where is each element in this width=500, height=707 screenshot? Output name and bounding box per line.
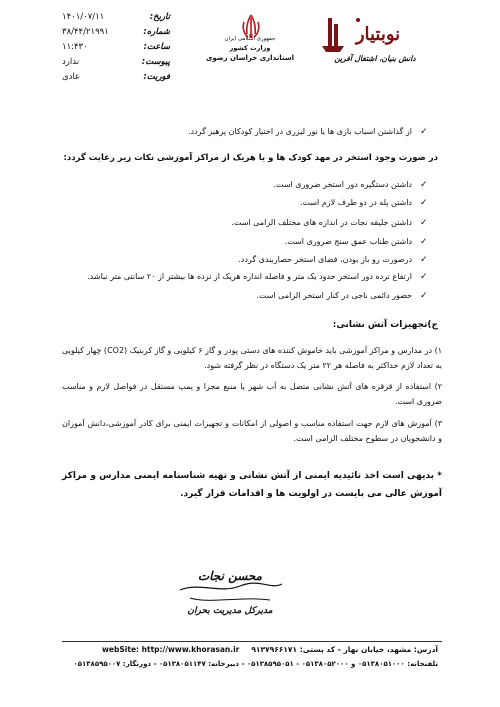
check-icon: ✓ [420,255,428,265]
list-item: داشتن دستگیره دور استخر ضروری است. [273,180,412,189]
important-note: * بدیهی است اخذ تائیدیه ایمنی از آتش نشانی و تهیه شناسنامه ایمنی مدارس و مراکز آموزش عالی می بایست در اولویت ها و اقدامات قرار گیرد. [62,471,442,499]
meta-label: شماره: [143,27,170,37]
list-item: داشتن پله در دو طرف لازم است. [299,198,412,207]
logo-text: نوبتیار [355,24,401,45]
meta-value: ندارد [62,57,80,67]
check-icon: ✓ [420,198,428,208]
list-item: داشتن طناب عمق سنج ضروری است. [284,237,412,246]
check-icon: ✓ [420,127,428,137]
paragraph-1: ۱) در مدارس و مراکز آموزشی باید خاموش کننده های دستی پودر و گاز ۶ کیلویی و گاز کربنیک (CO2) چهار کیلویی به تعداد لازم حداکثر به فاصله هر ۲۲ متر یک دستگاه در نظر گرفته شود. [62,346,442,370]
check-icon: ✓ [420,218,428,228]
section-heading-fire-equipment: ج)تجهیزات آتش نشانی: [332,320,438,330]
meta-row-date [62,10,170,25]
footer-phones: تلفنخانه: ۰۵۱۳۸۰۵۱۰۰۰ و ۰۵۱۳۸۰۵۲۰۰۰ - ۰۵۱۳۸۵۹۵۰۵۱ - دبیرخانه: ۰۵۱۳۸۰۵۱۱۴۷ - دورنگار: ۰۵۱۳۸۵۹۵۰۰۷ [73,660,438,668]
letter-meta [62,10,170,85]
meta-row-priority [62,70,170,85]
list-item: حضور دائمی ناجی در کنار استخر الزامی است. [256,291,412,300]
paragraph-2: ۲) استفاده از قرقره های آتش نشانی متصل به آب شهر یا منبع مجزا و پمپ مستقل در فواصل لازم و مناسب ضروری است. [62,382,442,406]
check-icon: ✓ [420,272,428,282]
meta-value: عادی [62,72,81,82]
meta-row-time [62,40,170,55]
logo-tagline: دانش بنیان، اشتغال آفرین [334,54,416,63]
meta-label: ساعت: [143,42,170,52]
meta-row-attachment [62,55,170,70]
check-icon: ✓ [420,180,428,190]
paragraph-3: ۳) آموزش های لازم جهت استفاده مناسب و اصولی از امکانات و تجهیزات ایمنی برای کادر آموزشی،دانش آموزان و دانشجویان در سطوح مختلف الزامی است. [62,419,442,443]
list-item: از گذاشتن اسباب بازی ها یا نور لیزری در اختیار کودکان پرهیز گردد. [188,127,412,136]
gov-line-province: استانداری خراسان رضوی [205,54,295,62]
meta-label: فوریت: [143,72,170,82]
meta-value: ۱۴۰۱/۰۷/۱۱ [62,12,105,22]
list-item: درصورت رو باز بودن، فضای استخر حصاربندی گردد. [238,255,412,264]
signature-title: مدیرکل مدیریت بحران [187,606,273,616]
pool-heading: در صورت وجود استخر در مهد کودک ها و یا هریک از مراکز آموزشی نکات زیر رعایت گردد: [63,153,438,163]
meta-row-number [62,25,170,40]
meta-value: ۱۱:۴۳۰ [62,42,88,52]
gov-line-ministry: وزارت کشور [229,44,271,52]
list-item: ارتفاع نرده دور استخر حدود یک متر و فاصله اندازه هریک از نرده ها بیشتر از ۲۰ سانتی متر نباشد. [87,272,412,281]
signature-name: محسن نجات [197,569,263,583]
gov-line-republic: جمهوری اسلامی ایران [224,36,276,42]
check-icon: ✓ [420,237,428,247]
footer-address: آدرس: مشهد، خیابان بهار - کد پستی: ۹۱۳۷۹۶۶۱۷۱ [251,645,438,654]
meta-label: پیوست: [141,57,170,67]
footer-divider [62,641,442,642]
meta-label: تاریخ: [149,12,170,22]
meta-value: ۳۸/۴۴/۲۱۹۹۱ [62,27,109,37]
check-icon: ✓ [420,291,428,301]
list-item: داشتن جلیقه نجات در اندازه های مختلف الزامی است. [231,218,412,227]
footer-website: webSite: http://www.khorasan.ir [102,645,240,654]
